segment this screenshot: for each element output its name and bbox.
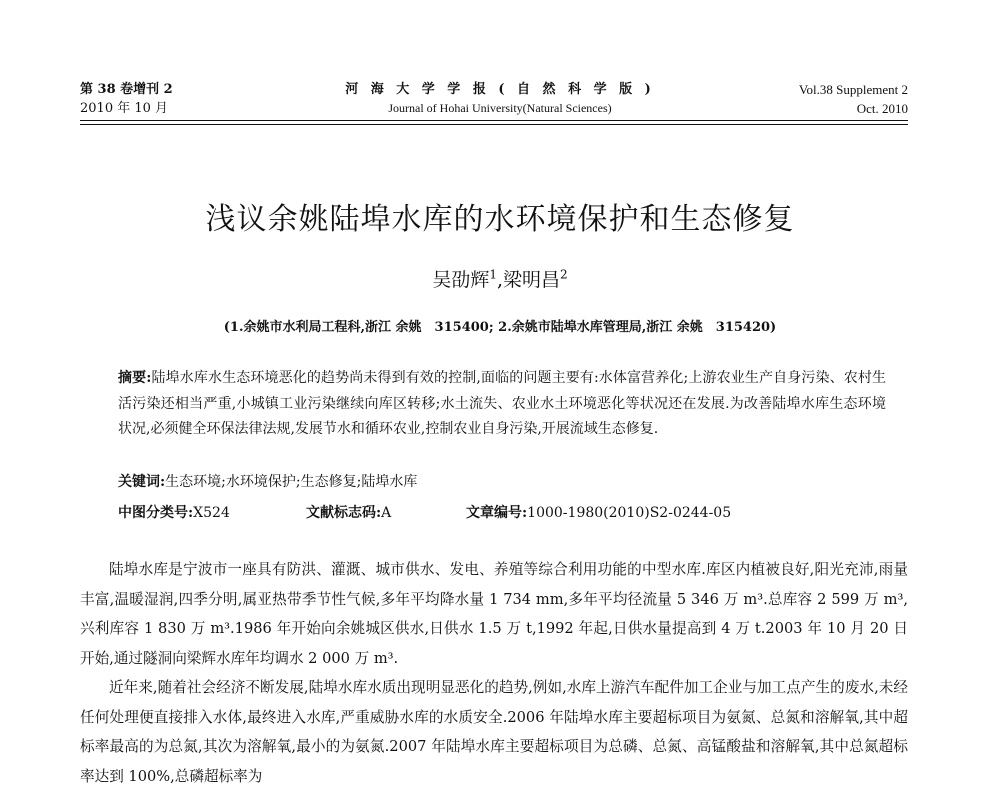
date-cn: 2010 年 10 月 xyxy=(80,101,169,116)
body-text xyxy=(80,555,908,791)
date-en: Oct. 2010 xyxy=(856,101,908,116)
author-2-affil-mark: 2 xyxy=(560,267,568,282)
author-1-affil-mark: 1 xyxy=(489,267,497,282)
author-separator: , xyxy=(496,269,504,291)
article-title: 浅议余姚陆埠水库的水环境保护和生态修复 xyxy=(205,202,795,237)
volume-cn: 第 38 卷增刊 2 xyxy=(80,82,173,97)
journal-title-cn: 河 海 大 学 学 报 ( 自 然 科 学 版 ) xyxy=(345,82,655,97)
keywords xyxy=(118,470,886,494)
doc-label: 文献标志码: xyxy=(306,505,382,521)
abstract xyxy=(118,366,886,443)
header-rule-thick xyxy=(80,120,908,121)
abstract-label: 摘要: xyxy=(118,370,152,386)
header-right xyxy=(799,80,908,118)
header-rule-thin xyxy=(80,124,908,125)
volume-en: Vol.38 Supplement 2 xyxy=(798,82,908,97)
affiliation: (1.余姚市水利局工程科,浙江 余姚 315400; 2.余姚市陆埠水库管理局,浙江 余姚 315420) xyxy=(223,320,777,335)
keywords-label: 关键词: xyxy=(118,474,166,490)
author-line xyxy=(0,265,1000,292)
clc-number xyxy=(118,501,306,525)
clc-value: X524 xyxy=(193,505,230,521)
article-value: 1000-1980(2010)S2-0244-05 xyxy=(527,505,732,521)
keywords-text: 生态环境;水环境保护;生态修复;陆埠水库 xyxy=(165,474,418,490)
doc-value: A xyxy=(381,505,392,521)
body-paragraph-1: 陆埠水库是宁波市一座具有防洪、灌溉、城市供水、发电、养殖等综合利用功能的中型水库.库区内植被良好,阳光充沛,雨量丰富,温暖湿润,四季分明,属亚热带季节性气候,多年平均降水量 1 734 mm,多年平均径流量 5 346 万 m³.总库容 2 599 万 m³,兴利库容 1 830 万 m³.1986 年开始向余姚城区供水,日供水 1.5 万 t,1992 年起,日供水量提高到 4 万 t.2003 年 10 月 20 日开始,通过隧洞向梁辉水库年均调水 2 000 万 m³. xyxy=(80,561,908,667)
header-center xyxy=(300,80,700,118)
document-code xyxy=(306,501,466,525)
header-left xyxy=(80,80,173,118)
article-label: 文章编号: xyxy=(466,505,528,521)
body-paragraph-2: 近年来,随着社会经济不断发展,陆埠水库水质出现明显恶化的趋势,例如,水库上游汽车配件加工企业与加工点产生的废水,未经任何处理便直接排入水体,最终进入水库,严重威胁水库的水质安全.2006 年陆埠水库主要超标项目为氨氮、总氮和溶解氧,其中超标率最高的为总氮,其次为溶解氧,最小的为氨氮.2007 年陆埠水库主要超标项目为总磷、总氮、高锰酸盐和溶解氧,其中总氮超标率达到 100%,总磷超标率为 xyxy=(80,679,908,785)
author-1: 吴劭辉 xyxy=(432,269,490,291)
classification-line xyxy=(118,501,731,525)
clc-label: 中图分类号: xyxy=(118,505,194,521)
abstract-text: 陆埠水库水生态环境恶化的趋势尚未得到有效的控制,面临的问题主要有:水体富营养化;上游农业生产自身污染、农村生活污染还相当严重,小城镇工业污染继续向库区转移;水土流失、农业水土环境恶化等状况还在发展.为改善陆埠水库生态环境状况,必须健全环保法律法规,发展节水和循环农业,控制农业自身污染,开展流域生态修复. xyxy=(118,370,886,437)
article-number xyxy=(466,501,731,525)
journal-title-en: Journal of Hohai University(Natural Sciences) xyxy=(388,101,612,115)
author-2: 梁明昌 xyxy=(503,269,561,291)
